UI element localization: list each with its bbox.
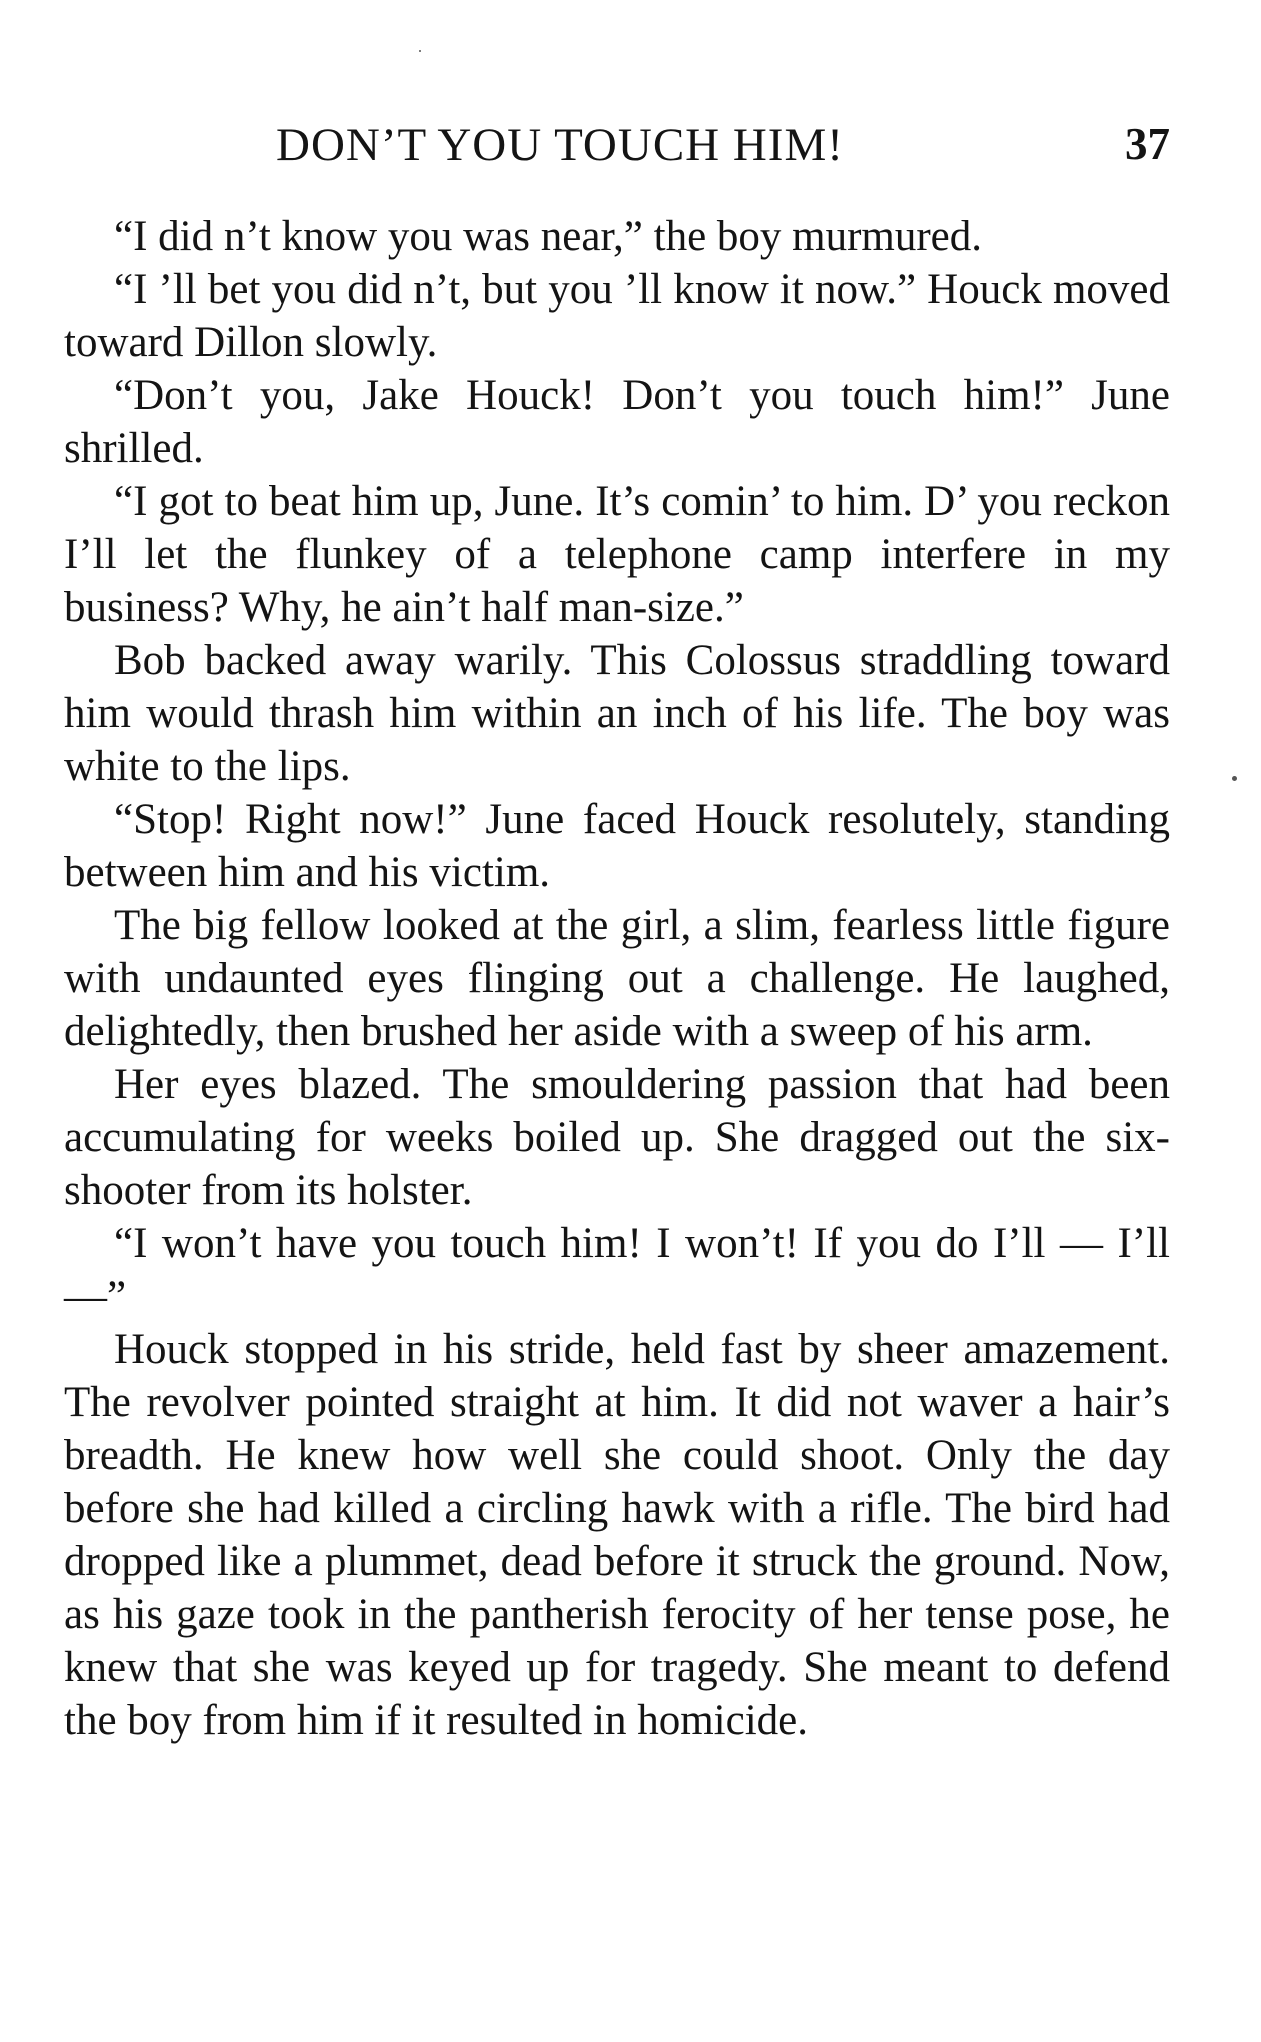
paragraph-7: The big fellow looked at the girl, a slim, fearless little figure with undaunted eyes flinging out a challenge. He laughed, delightedly, then brushed her aside with a sweep of his arm.: [64, 902, 1170, 1055]
paragraph-9: “I won’t have you touch him! I won’t! If you do I’ll — I’ll —”: [64, 1220, 1170, 1320]
paragraph-10: Houck stopped in his stride, held fast by sheer amazement. The revolver pointed straight at him. It did not waver a hair’s breadth. He knew how well she could shoot. Only the day before she had killed a circling hawk with a rifle. The bird had dropped like a plummet, dead before it struck the ground. Now, as his gaze took in the pantherish ferocity of her tense pose, he knew that she was keyed up for tragedy. She meant to defend the boy from him if it resulted in homicide.: [64, 1326, 1170, 1744]
chapter-title: DON’T YOU TOUCH HIM!: [276, 119, 844, 171]
body-text: [64, 210, 1170, 1747]
paragraph-1: “I did n’t know you was near,” the boy murmured.: [114, 213, 983, 260]
paragraph-3: “Don’t you, Jake Houck! Don’t you touch him!” June shrilled.: [64, 372, 1170, 472]
paragraph-8: Her eyes blazed. The smouldering passion that had been accumulating for weeks boiled up. She dragged out the six-shooter from its holster.: [64, 1061, 1170, 1214]
paragraph-4: “I got to beat him up, June. It’s comin’ to him. D’ you reckon I’ll let the flunkey of a telephone camp interfere in my business? Why, he ain’t half man-size.”: [64, 478, 1170, 631]
print-speck: [1232, 776, 1237, 781]
paragraph-2: “I ’ll bet you did n’t, but you ’ll know it now.” Houck moved toward Dillon slowly.: [64, 266, 1170, 366]
running-head: [64, 118, 1170, 178]
paragraph-5: Bob backed away warily. This Colossus straddling toward him would thrash him within an inch of his life. The boy was white to the lips.: [64, 637, 1170, 790]
page-number: 37: [1125, 119, 1170, 169]
print-speck: [419, 50, 421, 52]
paragraph-6: “Stop! Right now!” June faced Houck resolutely, standing between him and his victim.: [64, 796, 1170, 896]
